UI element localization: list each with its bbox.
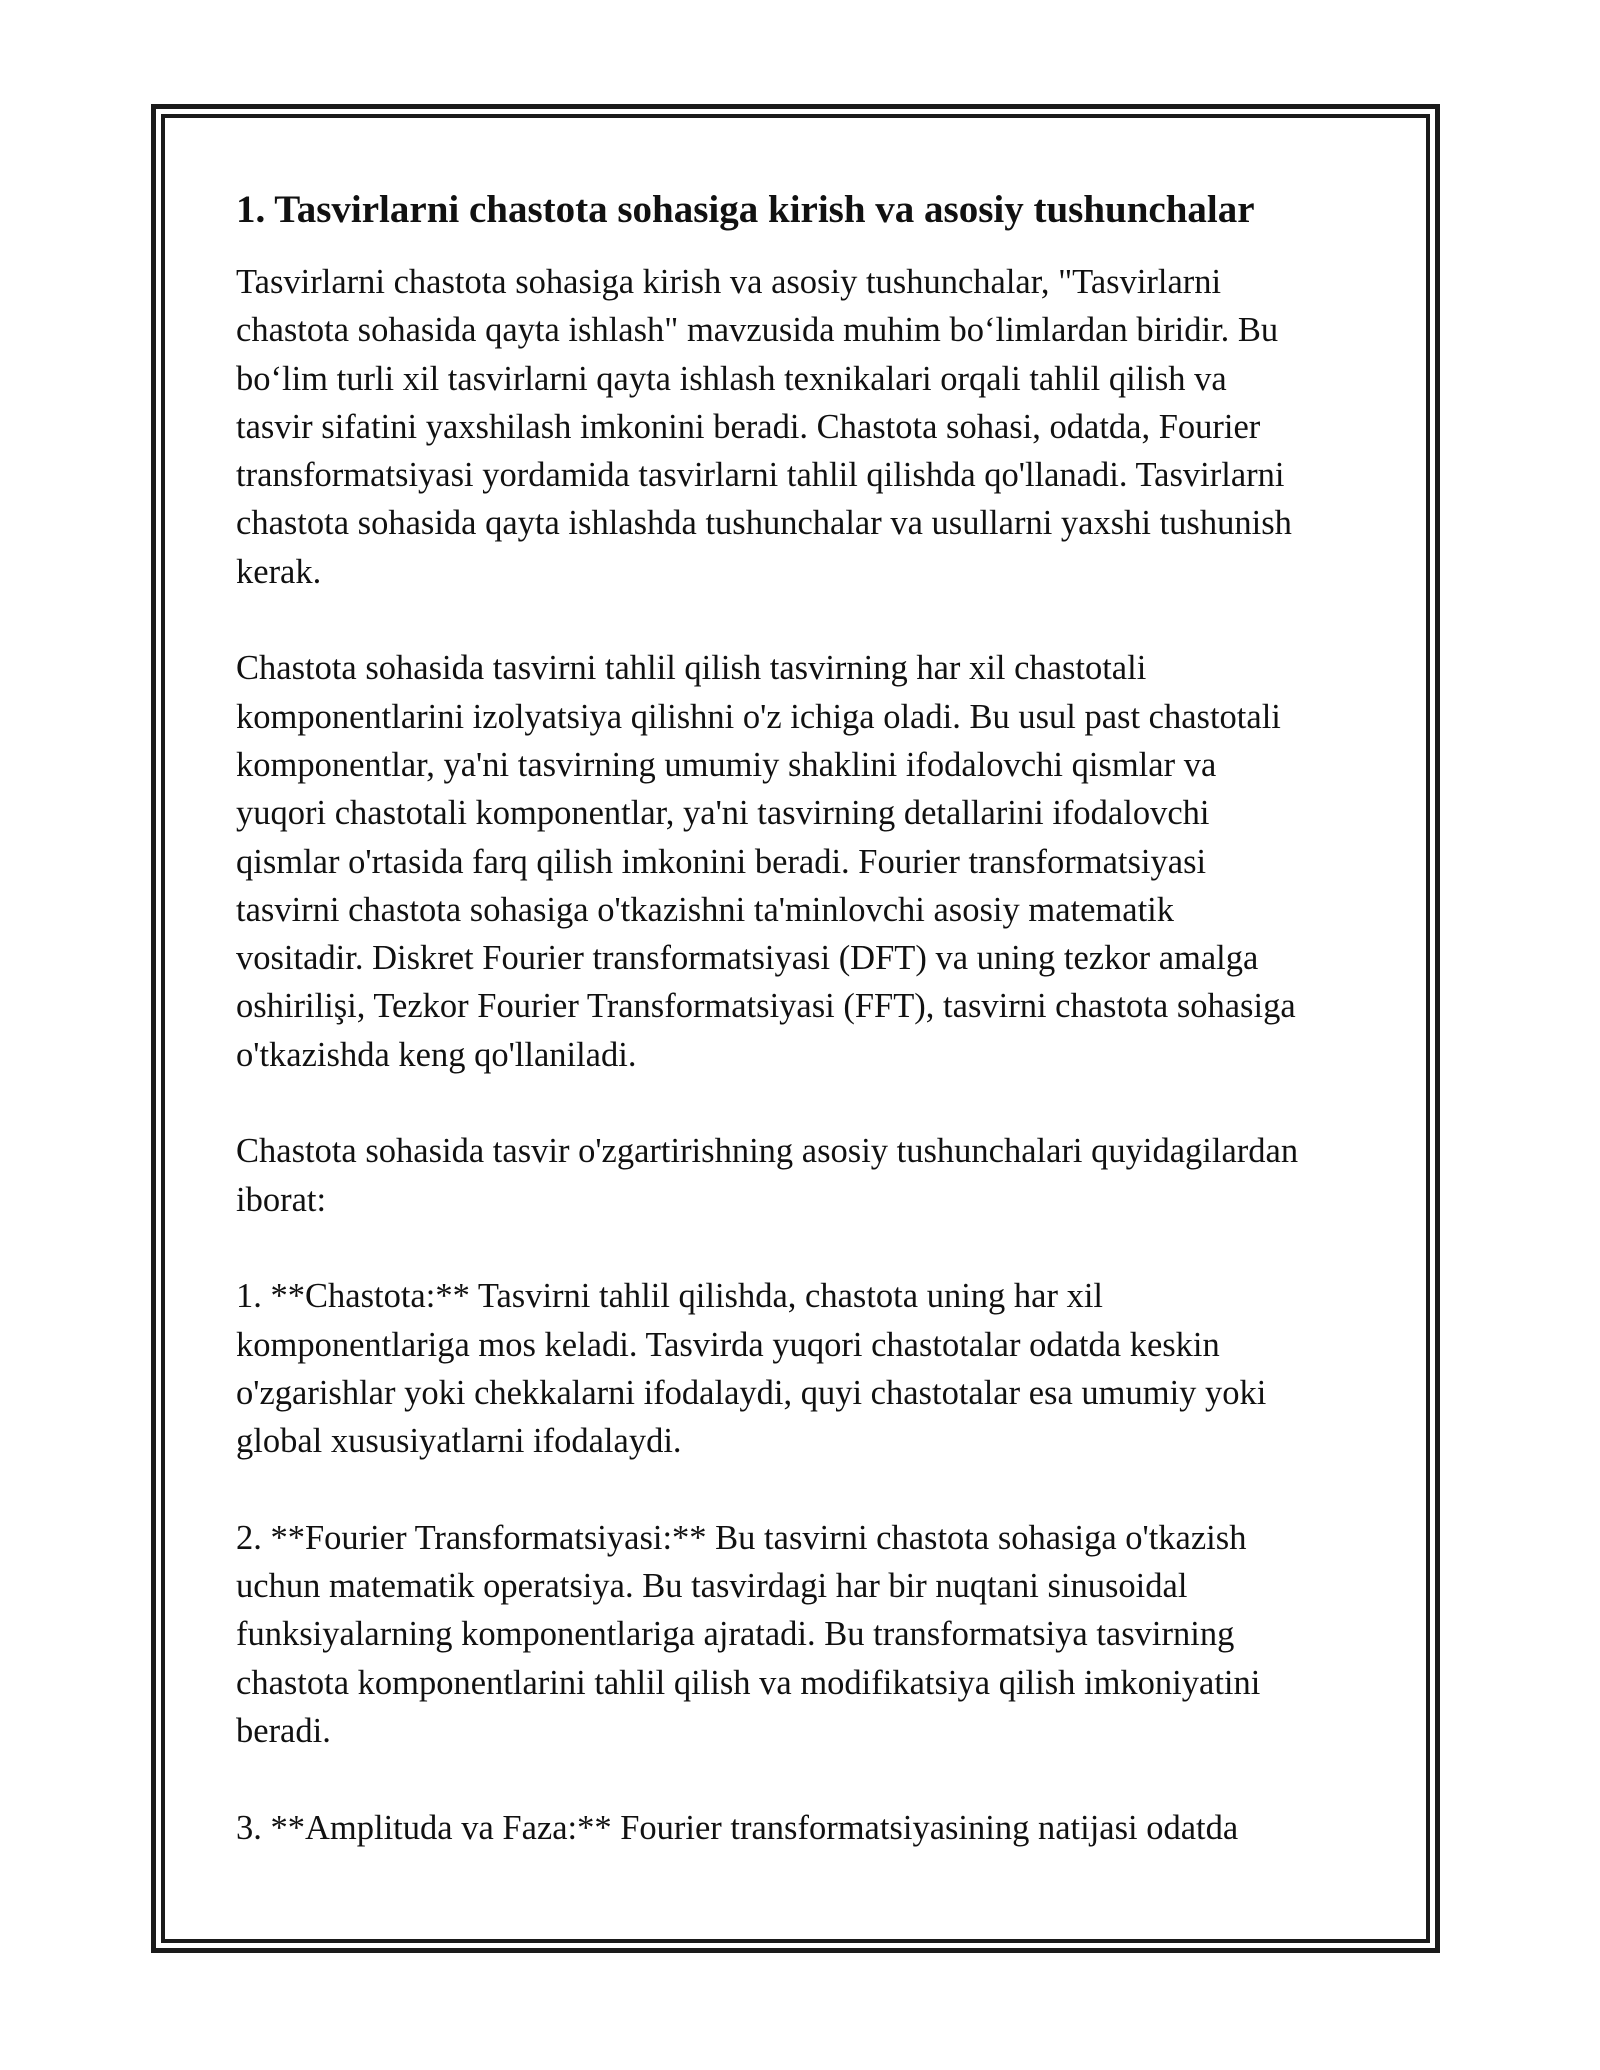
document-body bbox=[236, 186, 1386, 1852]
list-item-amplituda: 3. **Amplituda va Faza:** Fourier transformatsiyasining natijasi odatda bbox=[236, 1808, 1239, 1847]
paragraph-frequency-analysis: Chastota sohasida tasvirni tahlil qilish tasvirning har xil chastotali komponentlarini izolyatsiya qilishni o'z ichiga oladi. Bu usul past chastotali komponentlar, ya'ni tasvirning umumiy shaklini ifodalovchi qismlar va yuqori chastotali komponentlar, ya'ni tasvirning detallarini ifodalovchi qismlar o'rtasida farq qilish imkonini beradi. Fourier transformatsiyasi tasvirni chastota sohasiga o'tkazishni ta'minlovchi asosiy matematik vositadir. Diskret Fourier transformatsiyasi (DFT) va uning tezkor amalga oshirilişi, Tezkor Fourier Transformatsiyasi (FFT), tasvirni chastota sohasiga o'tkazishda keng qo'llaniladi. bbox=[236, 649, 1296, 1074]
list-item-fourier: 2. **Fourier Transformatsiyasi:** Bu tasvirni chastota sohasiga o'tkazish uchun matematik operatsiya. Bu tasvirdagi har bir nuqtani sinusoidal funksiyalarning komponentlariga ajratadi. Bu transformatsiya tasvirning chastota komponentlarini tahlil qilish va modifikatsiya qilish imkoniyatini beradi. bbox=[236, 1518, 1261, 1750]
section-heading: 1. Tasvirlarni chastota sohasiga kirish va asosiy tushunchalar bbox=[236, 188, 1255, 231]
list-item-chastota: 1. **Chastota:** Tasvirni tahlil qilishda, chastota uning har xil komponentlariga mos keladi. Tasvirda yuqori chastotalar odatda keskin o'zgarishlar yoki chekkalarni ifodalaydi, quyi chastotalar esa umumiy yoki global xususiyatlarni ifodalaydi. bbox=[236, 1277, 1267, 1461]
paragraph-intro: Tasvirlarni chastota sohasiga kirish va asosiy tushunchalar, "Tasvirlarni chastota sohasida qayta ishlash" mavzusida muhim bo‘limlardan biridir. Bu bo‘lim turli xil tasvirlarni qayta ishlash texnikalari orqali tahlil qilish va tasvir sifatini yaxshilash imkonini beradi. Chastota sohasi, odatda, Fourier transformatsiyasi yordamida tasvirlarni tahlil qilishda qo'llanadi. Tasvirlarni chastota sohasida qayta ishlashda tushunchalar va usullarni yaxshi tushunish kerak. bbox=[236, 263, 1292, 591]
paragraph-concepts-intro: Chastota sohasida tasvir o'zgartirishning asosiy tushunchalari quyidagilardan iborat: bbox=[236, 1132, 1299, 1219]
